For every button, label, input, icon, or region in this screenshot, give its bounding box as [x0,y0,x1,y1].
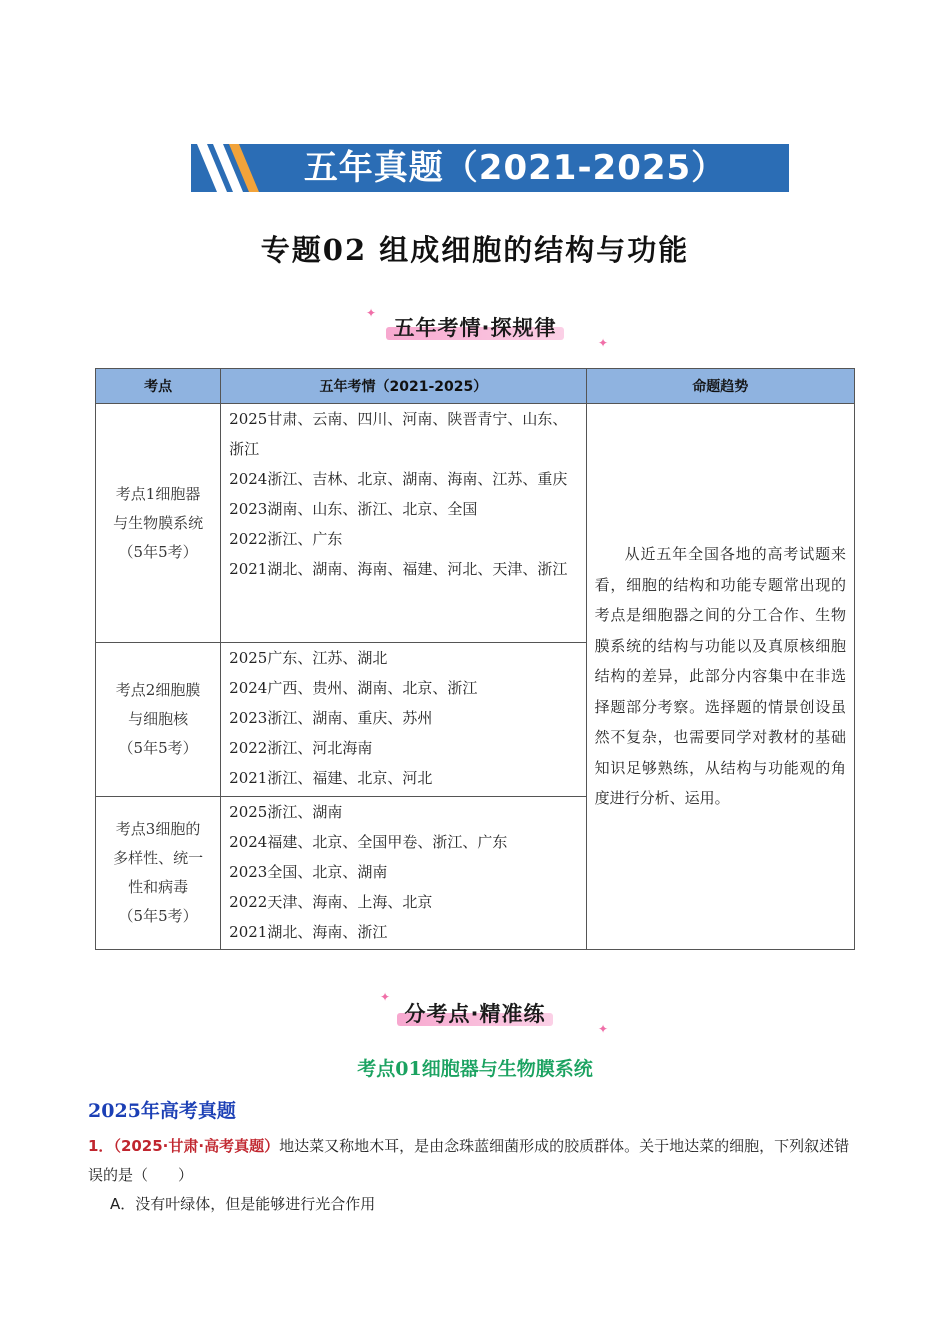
option-text: 没有叶绿体，但是能够进行光合作用 [135,1195,376,1213]
sparkle-icon: ✦ [366,306,377,320]
question-number: 1． [88,1137,114,1155]
topic-line: 与细胞核 [128,710,189,728]
year-entry: 2021湖北、湖南、海南、福建、河北、天津、浙江 [229,560,568,578]
banner-stripes-icon [191,144,271,192]
sparkle-icon: ✦ [380,990,391,1004]
topic-line: 考点2细胞膜 [115,681,201,699]
table-row [96,404,855,643]
year-entry: 2024浙江、吉林、北京、湖南、海南、江苏、重庆 [229,470,568,488]
exam-analysis-table [95,368,855,950]
year-entry: 2021湖北、海南、浙江 [229,923,388,941]
year-heading: 2025年高考真题 [88,1100,236,1122]
option-label: A． [110,1195,136,1213]
sparkle-icon: ✦ [598,1022,609,1036]
header-trend: 命题趋势 [586,369,854,404]
topic-line: （5年5考） [118,542,198,561]
banner-title: 五年真题（2021-2025） [303,148,727,188]
year-entry: 2025浙江、湖南 [229,803,343,821]
topic-cell [96,404,221,643]
years-cell [221,404,586,643]
section-title: 分考点·精准练 [404,1002,546,1026]
topic-line: 考点3细胞的 [115,820,201,838]
years-cell [221,797,586,950]
year-entry: 2022天津、海南、上海、北京 [229,893,433,911]
trend-cell: 从近五年全国各地的高考试题来看，细胞的结构和功能专题常出现的考点是细胞器之间的分工合作、生物膜系统的结构与功能以及真原核细胞结构的差异，此部分内容集中在非选择题部分考察。选择题的情景创设虽然不复杂，也需要同学对教材的基础知识足够熟练，从结构与功能观的角度进行分析、运用。 [586,404,854,950]
header-years: 五年考情（2021-2025） [221,369,586,404]
year-entry: 2023浙江、湖南、重庆、苏州 [229,709,433,727]
kaodian-title: 考点01细胞器与生物膜系统 [357,1058,593,1080]
question-source: （2025·甘肃·高考真题） [113,1137,280,1155]
title-banner [191,144,789,192]
topic-cell [96,797,221,950]
year-entry: 2023全国、北京、湖南 [229,863,388,881]
question-1 [88,1132,863,1190]
topic-line: 多样性、统一 [113,849,204,867]
years-cell [221,643,586,797]
topic-line: （5年5考） [118,739,198,757]
topic-line: 与生物膜系统 [113,513,204,532]
topic-line: 考点1细胞器 [115,484,201,503]
topic-title: 专题02 组成细胞的结构与功能 [260,233,690,267]
year-entry: 2022浙江、河北海南 [229,739,373,757]
year-entry: 2022浙江、广东 [229,530,343,548]
section-header-trends [0,312,950,342]
question-text: 地达菜又称地木耳，是由念珠蓝细菌形成的胶质群体。关于地达菜的细胞，下列叙述错误的是（ ） [88,1137,850,1184]
year-entry: 2024福建、北京、全国甲卷、浙江、广东 [229,833,508,851]
table-header-row [96,369,855,404]
header-topic: 考点 [96,369,221,404]
year-entry: 2025广东、江苏、湖北 [229,649,388,667]
year-entry: 2024广西、贵州、湖南、北京、浙江 [229,679,478,697]
option-a[interactable] [110,1190,375,1218]
section-title: 五年考情·探规律 [393,316,557,340]
topic-line: 性和病毒 [128,878,189,896]
topic-line: （5年5考） [118,907,198,925]
year-entry: 2023湖南、山东、浙江、北京、全国 [229,500,478,518]
section-header-practice [0,998,950,1028]
sparkle-icon: ✦ [598,336,609,350]
year-entry: 2025甘肃、云南、四川、河南、陕晋青宁、山东、浙江 [229,410,568,458]
year-entry: 2021浙江、福建、北京、河北 [229,769,433,787]
topic-cell [96,643,221,797]
